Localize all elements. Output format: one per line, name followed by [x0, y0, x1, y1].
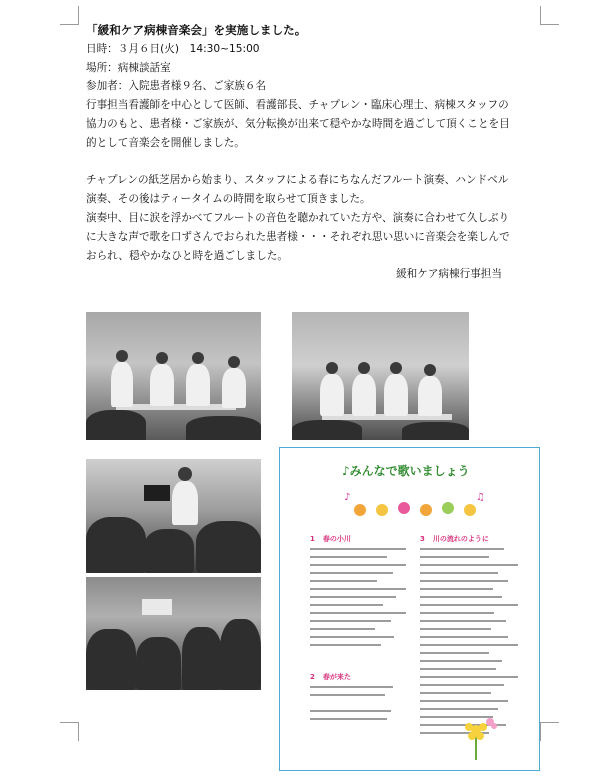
paragraph2-line: 演奏、その後はティータイムの時間を取らせて頂きました。 — [86, 193, 371, 206]
crop-mark-bottom-right — [540, 722, 559, 741]
song-heading-1: 1 春の小川 — [310, 535, 351, 543]
date-line: 日時：３月６日(火) 14:30~15:00 — [86, 42, 260, 55]
paragraph2-line: 演奏中、目に涙を浮かべてフルートの音色を聴かれていた方や、演奏に合わせて久しぶり — [86, 211, 510, 224]
paragraph1-line: 行事担当看護師を中心として医師、看護部長、チャプレン・臨床心理士、病棟スタッフの — [86, 99, 509, 112]
signature: 緩和ケア病棟行事担当 — [396, 268, 502, 281]
svg-text:♫: ♫ — [476, 492, 485, 503]
report-title: 「緩和ケア病棟音楽会」を実施しました。 — [86, 23, 307, 37]
song-heading-3: 3 川の流れのように — [420, 535, 489, 543]
song-heading-2: 2 春が来た — [310, 673, 351, 681]
report-text — [86, 21, 546, 284]
paragraph1-line: 的として音楽会を開催しました。 — [86, 136, 245, 149]
svg-text:♪: ♪ — [344, 492, 351, 503]
crop-mark-top-left — [60, 6, 79, 25]
photo-flute-performance — [86, 459, 261, 573]
song-sheet-title: ♪みんなで歌いましょう — [342, 464, 470, 478]
paragraph-gap — [86, 153, 546, 172]
paragraph2-line: おられ、穏やかなひと時を過ごしました。 — [86, 249, 288, 262]
music-notes-decoration — [340, 488, 490, 522]
paragraph1-line: 協力のもと、患者様・ご家族が、気分転換が出来て穏やかな時間を過ごして頂くことを目 — [86, 117, 510, 130]
place-line: 場所：病棟談話室 — [86, 61, 171, 74]
paragraph2-line: に大きな声で歌を口ずさんでおられた患者様・・・それぞれ思い思いに音楽会を楽しんで — [86, 230, 510, 243]
song-lyrics-1 — [310, 542, 406, 646]
paragraph2-line: チャプレンの紙芝居から始まり、スタッフによる春にちなんだフルート演奏、ハンドベル — [86, 174, 509, 187]
crop-mark-bottom-left — [60, 722, 79, 741]
participants-line: 参加者：入院患者様９名、ご家族６名 — [86, 80, 267, 93]
song-lyrics-3 — [420, 542, 518, 734]
song-sheet — [279, 447, 540, 771]
flower-icon — [458, 716, 498, 760]
photo-handbell-performance-2 — [292, 312, 469, 440]
photo-handbell-performance-1 — [86, 312, 261, 440]
photo-audience — [86, 577, 261, 690]
song-lyrics-2 — [310, 680, 406, 720]
